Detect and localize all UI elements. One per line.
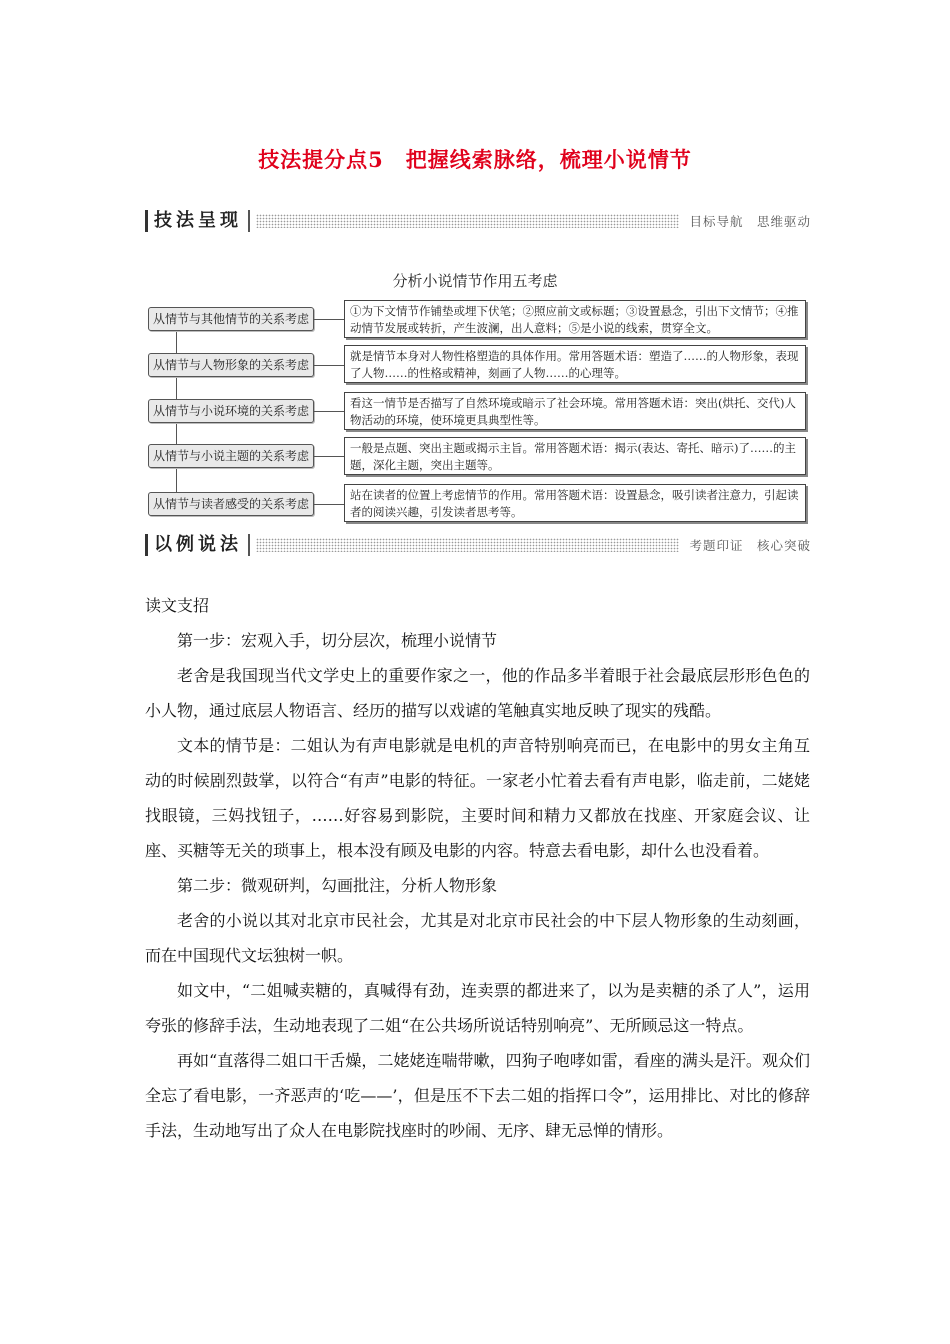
dotted-divider bbox=[256, 538, 679, 552]
diagram-title: 分析小说情节作用五考虑 bbox=[392, 272, 558, 290]
connector-horizontal bbox=[314, 456, 344, 457]
paragraph: 如文中，“二姐喊卖糖的，真喊得有劲，连卖票的都进来了，以为是卖糖的杀了人”，运用夸张的修辞手法，生动地表现了二姐“在公共场所说话特别响亮”、无所顾忌这一特点。 bbox=[145, 981, 810, 1035]
section-subtitle: 目标导航 思维驱动 bbox=[685, 212, 811, 230]
explanation-box: 一般是点题、突出主题或揭示主旨。常用答题术语：揭示(表达、寄托、暗示)了……的主题，深化主题，突出主题等。 bbox=[344, 437, 806, 475]
page-title: 技法提分点5 把握线索脉络，梳理小说情节 bbox=[258, 147, 692, 172]
factor-box: 从情节与小说环境的关系考虑 bbox=[148, 399, 314, 423]
connector-horizontal bbox=[314, 504, 344, 505]
section-label: 以例说法 bbox=[145, 534, 250, 556]
connector-horizontal bbox=[314, 365, 344, 366]
factor-box: 从情节与小说主题的关系考虑 bbox=[148, 444, 314, 468]
explanation-box: 站在读者的位置上考虑情节的作用。常用答题术语：设置悬念，吸引读者注意力，引起读者的阅读兴趣，引发读者思考等。 bbox=[344, 484, 806, 522]
factor-box: 从情节与其他情节的关系考虑 bbox=[148, 307, 314, 331]
explanation-box: 就是情节本身对人物性格塑造的具体作用。常用答题术语：塑造了……的人物形象，表现了人物……的性格或精神，刻画了人物……的心理等。 bbox=[344, 345, 806, 383]
factor-box: 从情节与人物形象的关系考虑 bbox=[148, 353, 314, 377]
section-subtitle: 考题印证 核心突破 bbox=[685, 536, 811, 554]
paragraph: 老舍的小说以其对北京市民社会，尤其是对北京市民社会的中下层人物形象的生动刻画，而在中国现代文坛独树一帜。 bbox=[145, 911, 810, 965]
connector-horizontal bbox=[314, 319, 344, 320]
article-body bbox=[145, 588, 810, 1148]
section-header-examples bbox=[145, 534, 811, 556]
dotted-divider bbox=[256, 214, 679, 228]
explanation-box: ①为下文情节作铺垫或埋下伏笔；②照应前文或标题；③设置悬念，引出下文情节；④推动情节发展或转折，产生波澜，出人意料；⑤是小说的线索，贯穿全文。 bbox=[344, 300, 806, 338]
paragraph: 文本的情节是：二姐认为有声电影就是电机的声音特别响亮而已，在电影中的男女主角互动的时候剧烈鼓掌，以符合“有声”电影的特征。一家老小忙着去看有声电影，临走前，二姥姥找眼镜，三妈找钮子，……好容易到影院，主要时间和精力又都放在找座、开家庭会议、让座、买糖等无关的琐事上，根本没有顾及电影的内容。特意去看电影，却什么也没看着。 bbox=[145, 736, 810, 860]
section-label: 技法呈现 bbox=[145, 210, 250, 232]
factor-box: 从情节与读者感受的关系考虑 bbox=[148, 492, 314, 516]
body-heading: 读文支招 bbox=[145, 596, 210, 615]
paragraph: 老舍是我国现当代文学史上的重要作家之一，他的作品多半着眼于社会最底层形形色色的小人物，通过底层人物语言、经历的描写以戏谑的笔触真实地反映了现实的残酷。 bbox=[145, 666, 810, 720]
step-heading: 第二步：微观研判，勾画批注，分析人物形象 bbox=[177, 876, 498, 895]
connector-horizontal bbox=[314, 411, 344, 412]
section-header-techniques bbox=[145, 210, 811, 232]
step-heading: 第一步：宏观入手，切分层次，梳理小说情节 bbox=[177, 631, 498, 650]
explanation-box: 看这一情节是否描写了自然环境或暗示了社会环境。常用答题术语：突出(烘托、交代)人物活动的环境，使环境更具典型性等。 bbox=[344, 392, 806, 430]
paragraph: 再如“直落得二姐口干舌燥，二姥姥连喘带嗽，四狗子咆哮如雷，看座的满头是汗。观众们全忘了看电影，一齐恶声的‘吃——’，但是压不下去二姐的指挥口令”，运用排比、对比的修辞手法，生动地写出了众人在电影院找座时的吵闹、无序、肆无忌惮的情形。 bbox=[145, 1051, 810, 1140]
